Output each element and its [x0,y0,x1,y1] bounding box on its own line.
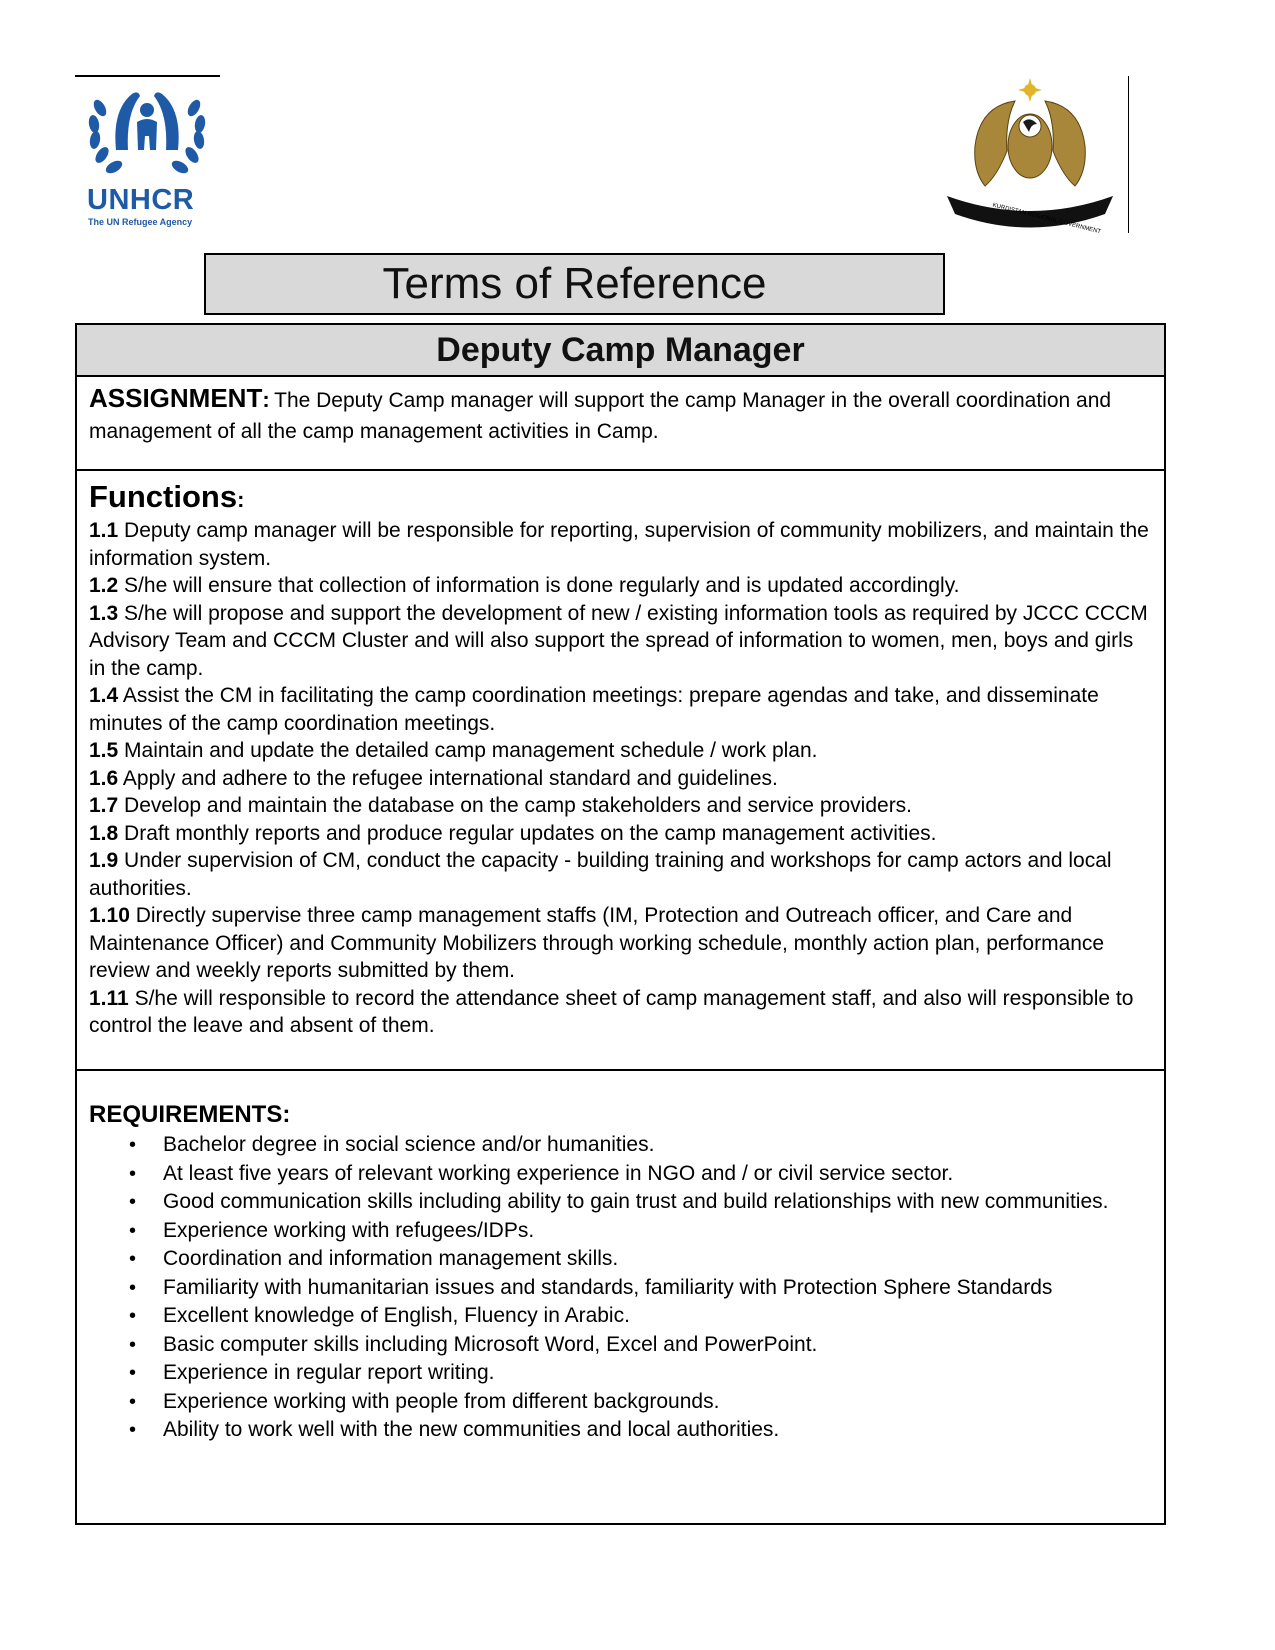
function-item [89,902,1152,985]
requirement-text: Good communication skills including ability to gain trust and build relationships with new communities. [163,1190,1109,1213]
requirement-item [89,1416,1152,1445]
requirement-text: Ability to work well with the new communities and local authorities. [163,1418,780,1441]
function-item [89,792,1152,820]
requirements-list [89,1131,1152,1445]
function-number: 1.8 [89,821,119,845]
functions-heading [89,479,1152,515]
title-box [204,253,945,315]
function-text: Deputy camp manager will be responsible for reporting, supervision of community mobilizers, and maintain the information system. [89,519,1149,570]
function-number: 1.4 [89,684,119,707]
bullet-icon: • [129,1276,137,1299]
function-number: 1.7 [89,794,119,817]
header-rule [75,75,220,77]
requirement-text: Excellent knowledge of English, Fluency in Arabic. [163,1304,630,1327]
requirement-item [89,1302,1152,1331]
document-title: Terms of Reference [382,259,767,308]
function-number: 1.3 [89,601,119,625]
assignment-label: ASSIGNMENT [89,383,263,413]
function-text: Under supervision of CM, conduct the capacity - building training and workshops for camp actors and local authorities. [89,849,1112,900]
function-text: S/he will responsible to record the attendance sheet of camp management staff, and also will responsible to control the leave and absent of them. [89,986,1134,1037]
function-item [89,517,1152,572]
krg-banner-text: KURDISTAN REGIONAL GOVERNMENT [991,202,1102,236]
function-item [89,847,1152,902]
function-text: S/he will ensure that collection of information is done regularly and is updated accordingly. [124,574,960,597]
function-text: Draft monthly reports and produce regular updates on the camp management activities. [124,821,937,845]
assignment-colon: : [262,387,270,412]
function-number: 1.5 [89,739,119,762]
requirement-text: At least five years of relevant working experience in NGO and / or civil service sector. [163,1161,954,1185]
requirement-item [89,1245,1152,1274]
requirement-item [89,1274,1152,1303]
requirement-item [89,1160,1152,1189]
bullet-icon: • [129,1333,137,1356]
bullet-icon: • [129,1248,137,1270]
bullet-icon: • [129,1419,137,1441]
function-item [89,820,1152,848]
requirement-text: Basic computer skills including Microsoft Word, Excel and PowerPoint. [163,1332,818,1356]
function-number: 1.1 [89,519,119,542]
function-text: Maintain and update the detailed camp management schedule / work plan. [124,739,818,762]
function-number: 1.6 [89,766,119,790]
function-item [89,600,1152,683]
bullet-icon: • [129,1191,137,1213]
requirement-text: Experience working with refugees/IDPs. [163,1218,535,1242]
requirement-item [89,1217,1152,1246]
unhcr-wordmark: UNHCR [87,184,195,216]
function-item [89,985,1152,1040]
function-item [89,572,1152,600]
unhcr-emblem-icon [82,80,212,184]
krg-logo [935,76,1135,236]
function-text: Develop and maintain the database on the camp stakeholders and service providers. [124,794,913,817]
bullet-icon: • [129,1134,137,1156]
bullet-icon: • [129,1219,137,1242]
function-text: Assist the CM in facilitating the camp coordination meetings: prepare agendas and take, and disseminate minutes of the camp coordination meetings. [89,684,1099,735]
requirement-item [89,1388,1152,1417]
krg-divider [1128,76,1129,233]
requirements-title: REQUIREMENTS: [89,1101,291,1128]
requirement-text: Bachelor degree in social science and/or humanities. [163,1133,655,1156]
bullet-icon: • [129,1162,137,1185]
bullet-icon: • [129,1362,137,1384]
assignment-section [77,377,1164,471]
function-number: 1.2 [89,574,119,597]
bullet-icon: • [129,1390,137,1413]
tor-table [75,323,1166,1525]
functions-section [77,471,1164,1071]
job-title-row [77,325,1164,377]
function-item [89,765,1152,793]
requirement-text: Coordination and information management skills. [163,1247,619,1270]
unhcr-logo [82,80,212,230]
requirement-text: Familiarity with humanitarian issues and standards, familiarity with Protection Sphere Standards [163,1275,1053,1299]
requirement-text: Experience working with people from different backgrounds. [163,1389,720,1413]
assignment-text: The Deputy Camp manager will support the camp Manager in the overall coordination and management of all the camp management activities in Camp. [89,389,1112,443]
requirement-item [89,1359,1152,1388]
requirement-item [89,1188,1152,1217]
requirement-text: Experience in regular report writing. [163,1361,495,1384]
unhcr-tagline: The UN Refugee Agency [88,217,193,227]
requirement-item [89,1131,1152,1160]
function-item [89,737,1152,765]
requirements-section [77,1071,1164,1523]
requirement-item [89,1331,1152,1360]
job-title: Deputy Camp Manager [436,330,805,369]
function-text: Directly supervise three camp management staffs (IM, Protection and Outreach officer, and Care and Maintenance Officer) and Community Mobilizers through working schedule, monthly action plan, performance review and weekly reports submitted by them. [89,904,1105,982]
function-number: 1.11 [89,986,129,1010]
function-number: 1.9 [89,849,119,872]
function-text: Apply and adhere to the refugee international standard and guidelines. [122,766,778,790]
bullet-icon: • [129,1305,137,1327]
functions-colon: : [237,487,245,512]
functions-title: Functions [89,479,238,514]
functions-list [89,517,1152,1040]
function-text: S/he will propose and support the development of new / existing information tools as required by JCCC CCCM Advisory Team and CCCM Cluster and will also support the spread of information to women, men, boys and girls in the camp. [89,601,1148,680]
function-number: 1.10 [89,904,130,927]
function-item [89,682,1152,737]
